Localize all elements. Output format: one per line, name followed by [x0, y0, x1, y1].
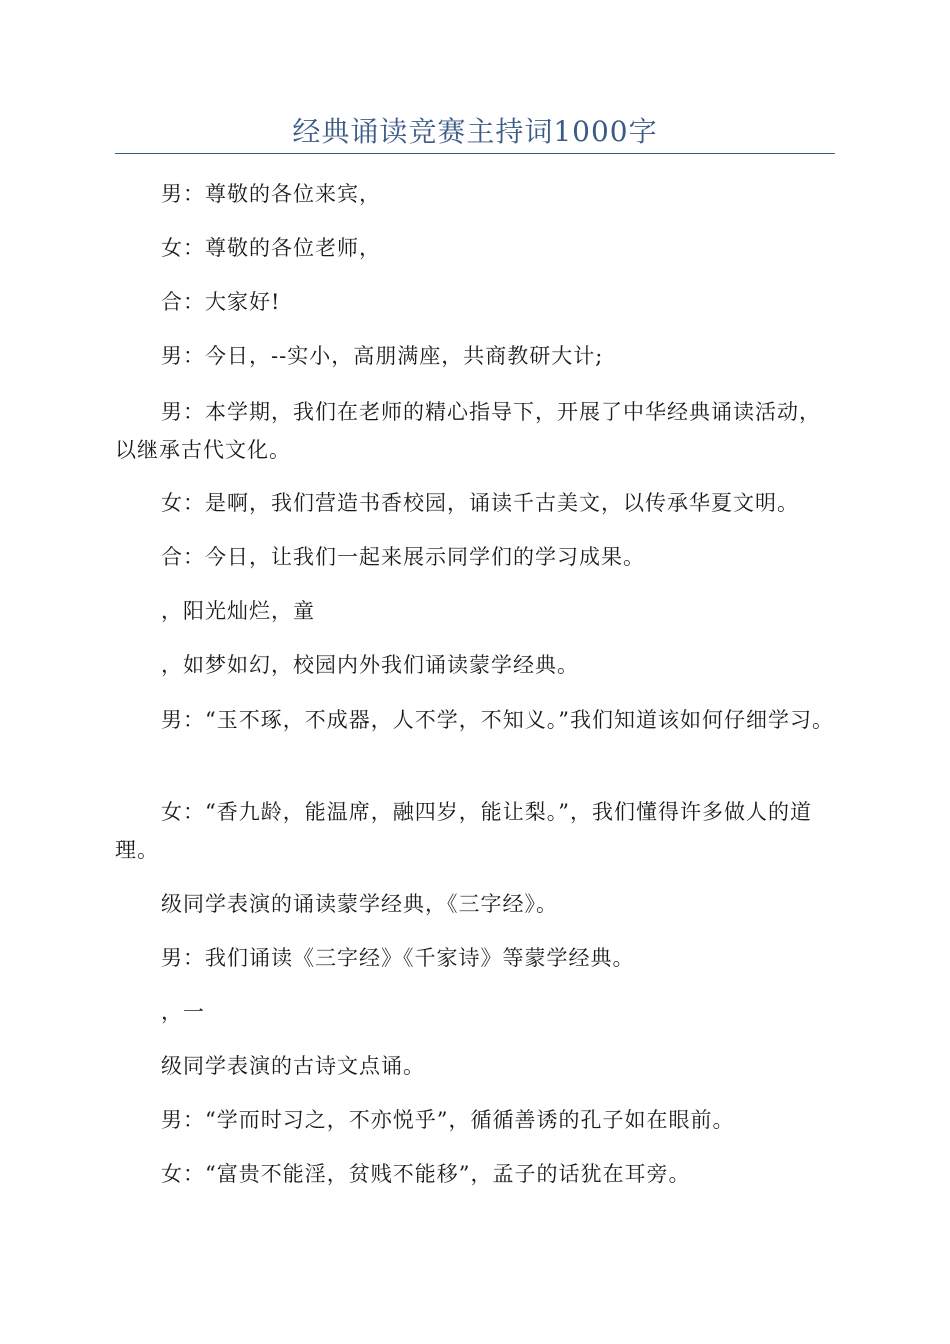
paragraph: ，一 — [161, 1000, 205, 1024]
paragraph: ，阳光灿烂，童 — [161, 599, 315, 623]
paragraph: 女：尊敬的各位老师， — [161, 236, 381, 260]
paragraph: 合：大家好! — [161, 290, 281, 314]
paragraph: 男：我们诵读《三字经》《千家诗》等蒙学经典。 — [161, 946, 635, 970]
paragraph: 男：本学期，我们在老师的精心指导下，开展了中华经典诵读活动，以继承古代文化。 — [115, 400, 821, 462]
paragraph: ，如梦如幻，校园内外我们诵读蒙学经典。 — [161, 653, 579, 677]
paragraph: 女：“富贵不能淫，贫贱不能移”，孟子的话犹在耳旁。 — [161, 1162, 691, 1186]
paragraph: 级同学表演的诵读蒙学经典，《三字经》。 — [161, 892, 558, 916]
paragraph: 男：尊敬的各位来宾， — [161, 182, 381, 206]
paragraph: 级同学表演的古诗文点诵。 — [161, 1054, 425, 1078]
paragraph: 合：今日，让我们一起来展示同学们的学习成果。 — [161, 545, 645, 569]
paragraph: 男：今日，--实小，高朋满座，共商教研大计; — [161, 344, 604, 368]
document-title: 经典诵读竞赛主持词1000字 — [292, 115, 658, 148]
paragraph: 男：“学而时习之，不亦悦乎”，循循善诱的孔子如在眼前。 — [161, 1108, 735, 1132]
paragraph: 男：“玉不琢，不成器，人不学，不知义。”我们知道该如何仔细学习。 — [161, 708, 834, 732]
paragraph: 女：“香九龄，能温席，融四岁，能让梨。”，我们懂得许多做人的道理。 — [115, 800, 812, 862]
title-underline — [115, 153, 835, 154]
paragraph: 女：是啊，我们营造书香校园，诵读千古美文，以传承华夏文明。 — [161, 491, 799, 515]
